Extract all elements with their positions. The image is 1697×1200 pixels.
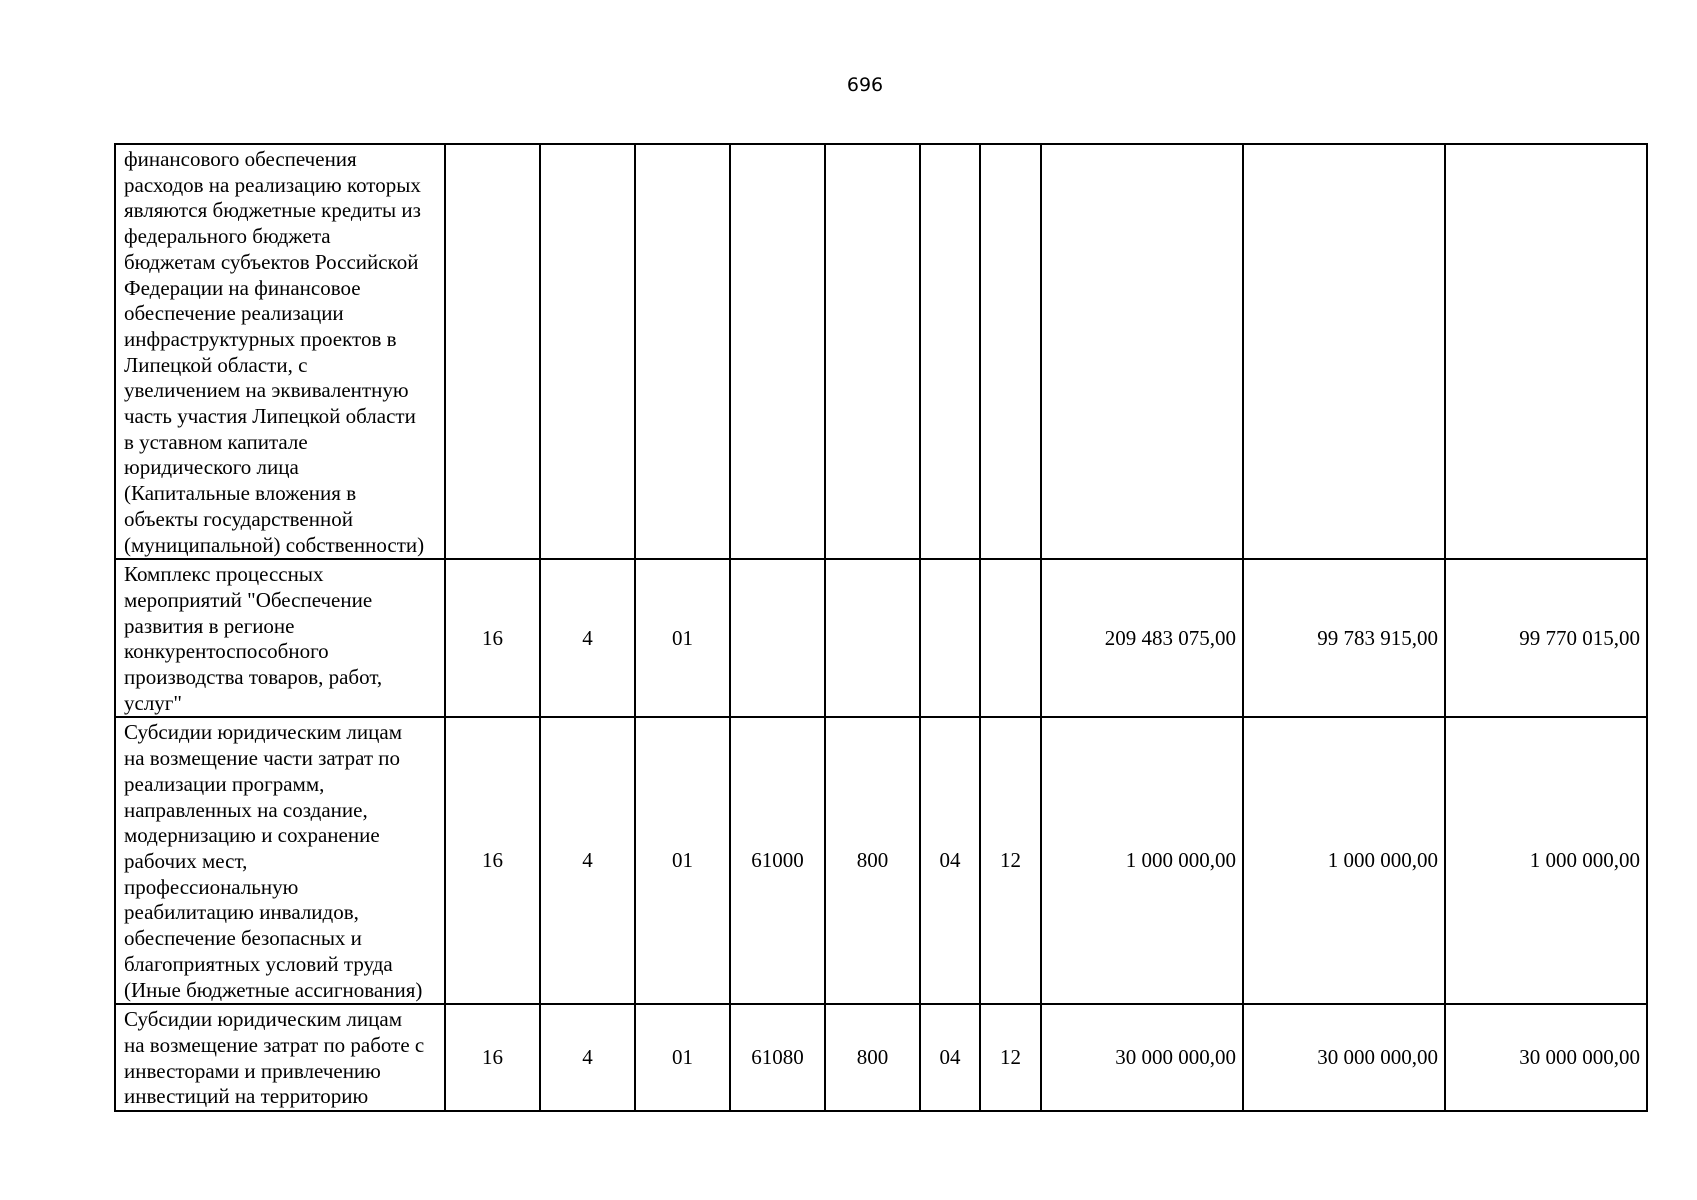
budget-table	[114, 143, 1648, 1112]
code-cell	[825, 559, 920, 717]
amount-cell: 1 000 000,00	[1445, 717, 1647, 1004]
amount-cell: 1 000 000,00	[1243, 717, 1445, 1004]
amount-cell: 1 000 000,00	[1041, 717, 1243, 1004]
code-cell: 16	[445, 717, 540, 1004]
code-cell	[730, 144, 825, 559]
code-cell: 16	[445, 559, 540, 717]
code-cell: 61080	[730, 1004, 825, 1111]
amount-cell	[1445, 144, 1647, 559]
code-cell: 01	[635, 559, 730, 717]
code-cell: 4	[540, 717, 635, 1004]
row-description: финансового обеспечения расходов на реализацию которых являются бюджетные кредиты из федерального бюджета бюджетам субъектов Российской Федерации на финансовое обеспечение реализации инфраструктурных проектов в Липецкой области, с увеличением на эквивалентную часть участия Липецкой области в уставном капитале юридического лица (Капитальные вложения в объекты государственной (муниципальной) собственности)	[115, 144, 445, 559]
code-cell	[980, 559, 1041, 717]
code-cell: 01	[635, 1004, 730, 1111]
code-cell: 16	[445, 1004, 540, 1111]
amount-cell	[1243, 144, 1445, 559]
table-row	[115, 559, 1647, 717]
code-cell	[730, 559, 825, 717]
code-cell	[920, 559, 980, 717]
code-cell	[635, 144, 730, 559]
table-row	[115, 144, 1647, 559]
row-description: Субсидии юридическим лицам на возмещение части затрат по реализации программ, направленных на создание, модернизацию и сохранение рабочих мест, профессиональную реабилитацию инвалидов, обеспечение безопасных и благоприятных условий труда (Иные бюджетные ассигнования)	[115, 717, 445, 1004]
page-number: 696	[846, 74, 884, 96]
code-cell: 4	[540, 559, 635, 717]
amount-cell: 30 000 000,00	[1445, 1004, 1647, 1111]
code-cell	[540, 144, 635, 559]
row-description: Субсидии юридическим лицам на возмещение затрат по работе с инвесторами и привлечению инвестиций на территорию	[115, 1004, 445, 1111]
code-cell: 12	[980, 717, 1041, 1004]
code-cell	[920, 144, 980, 559]
code-cell: 12	[980, 1004, 1041, 1111]
code-cell: 4	[540, 1004, 635, 1111]
table-row	[115, 717, 1647, 1004]
code-cell: 800	[825, 717, 920, 1004]
amount-cell: 99 783 915,00	[1243, 559, 1445, 717]
code-cell: 61000	[730, 717, 825, 1004]
code-cell: 04	[920, 717, 980, 1004]
amount-cell	[1041, 144, 1243, 559]
code-cell	[825, 144, 920, 559]
row-description: Комплекс процессных мероприятий "Обеспечение развития в регионе конкурентоспособного производства товаров, работ, услуг"	[115, 559, 445, 717]
table-row	[115, 1004, 1647, 1111]
amount-cell: 99 770 015,00	[1445, 559, 1647, 717]
amount-cell: 30 000 000,00	[1243, 1004, 1445, 1111]
code-cell	[445, 144, 540, 559]
amount-cell: 30 000 000,00	[1041, 1004, 1243, 1111]
amount-cell: 209 483 075,00	[1041, 559, 1243, 717]
code-cell: 01	[635, 717, 730, 1004]
code-cell: 800	[825, 1004, 920, 1111]
code-cell	[980, 144, 1041, 559]
code-cell: 04	[920, 1004, 980, 1111]
